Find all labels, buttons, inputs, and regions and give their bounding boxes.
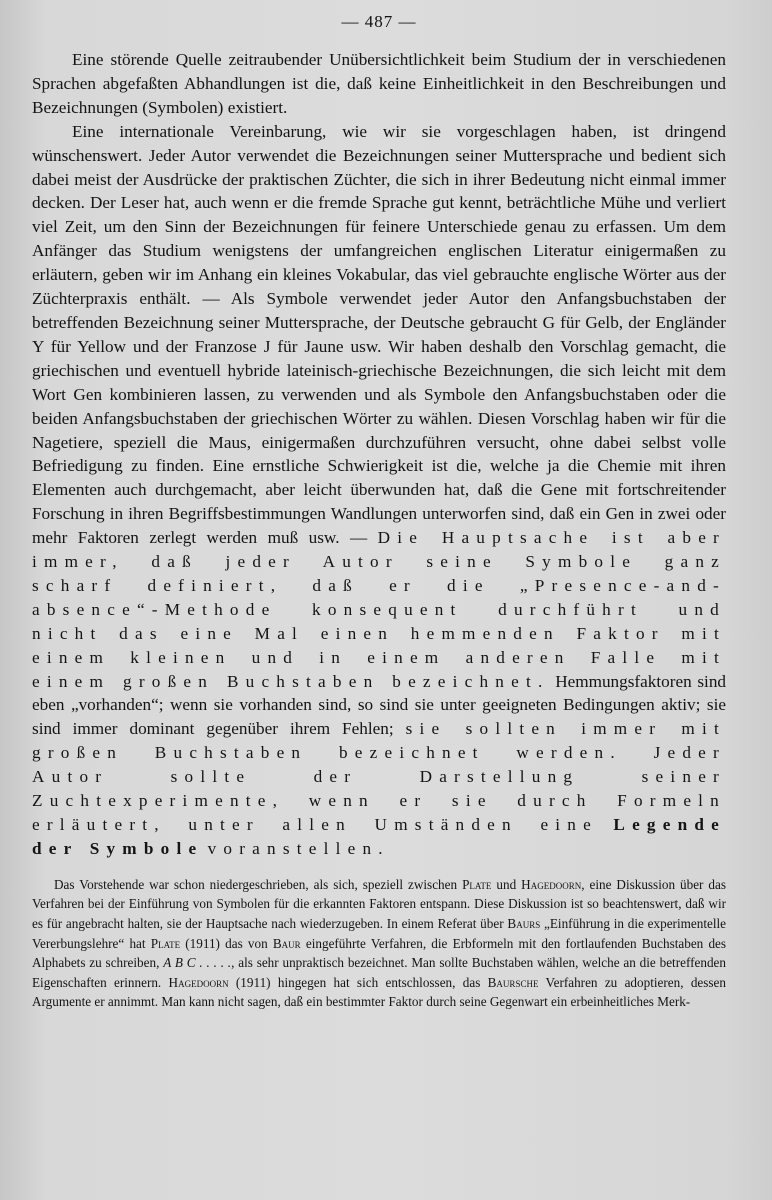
author-hagedoorn-2: Hagedoorn [168,974,229,990]
author-plate: Plate [462,876,492,892]
emphasis-spaced-1: Die Hauptsache ist aber immer, daß jeder Autor seine Symbole ganz scharf definiert, daß er die „Presence-and-absence“-Methode konsequent durchführt und nicht das eine Mal einen hemmenden Faktor mit einem kleinen und in einem anderen Falle mit einem großen Buchstaben bezeichnet. [32,528,726,691]
footnote-text-5: (1911) das von [185,935,268,951]
emphasis-bold-legend: Legende der Symbole [32,815,727,858]
author-plate-2: Plate [150,935,181,951]
footnote-text-8: (1911) hingegen hat sich entschlossen, das [235,974,481,990]
emphasis-spaced-2: sie sollten immer mit großen Buchstaben bezeichnet werden. Jeder Autor sollte der Darstellung seiner Zuchtexperimente, wenn er sie durch Formeln erläutert, unter allen Umständen eine [32,719,727,834]
paragraph-2 [32,120,726,861]
footnote-text-1: Das Vorstehende war schon niedergeschrieben, als sich, speziell zwischen [54,876,458,892]
paragraph-2-text: Eine internationale Vereinbarung, wie wir sie vorgeschlagen haben, ist dringend wünschenswert. Jeder Autor verwendet die Bezeichnungen seiner Muttersprache und bedient sich dabei meist der Ausdrücke der praktischen Züchter, die sich in ihrer Bedeutung nicht einmal immer decken. Der Leser hat, auch wenn er die fremde Sprache gut kennt, beträchtliche Mühe und verliert viel Zeit, um den Sinn der Bezeichnungen für feinere Unterschiede genau zu erfassen. Um dem Anfänger das Studium wenigstens der umfangreichen englischen Literatur einigermaßen zu erläutern, geben wir im Anhang ein kleines Vokabular, das viel gebrauchte englische Wörter aus der Züchterpraxis enthält. — Als Symbole verwendet jeder Autor den Anfangsbuchstaben der betreffenden Bezeichnung seiner Muttersprache, der Deutsche gebraucht G für Gelb, der Engländer Y für Yellow und der Franzose J für Jaune usw. Wir haben deshalb den Vorschlag gemacht, die griechischen und eventuell hybride lateinisch-griechische Bezeichnungen, die sich leicht mit dem Wort Gen kombinieren lassen, zu verwenden und als Symbole den Anfangsbuchstaben oder die beiden Anfangsbuchstaben der griechischen Wörter zu wählen. Diesen Vorschlag haben wir für die Nagetiere, speziell die Maus, einigermaßen durchzuführen versucht, ohne dabei selbst volle Befriedigung zu finden. Eine ernstliche Schwierigkeit ist die, welche ja die Chemie mit ihren Elementen auch durchgemacht, aber leicht überwunden hat, daß die Gene mit fortschreitender Forschung in ihren Begriffsbestimmungen Wandlungen unterworfen sind, daß ein Gen in zwei oder mehr Faktoren zerlegt werden muß usw. — [32,121,726,548]
author-baursche: Baursche [487,974,539,990]
footnote [32,875,726,1012]
footnote-text-6: eingeführte Verfahren, die Erbformeln mit den fortlaufenden Buchstaben des Alphabets zu schreiben, [32,935,727,971]
paragraph-2-text-b: Hemmungsfaktoren sind eben „vorhanden“; wenn sie vorhanden sind, so sind sie unter geeigneten Bedingungen aktiv; sie sind immer dominant gegenüber ihrem Fehlen; [32,671,727,739]
paragraph-1: Eine störende Quelle zeitraubender Unübersichtlichkeit beim Studium der in verschiedenen Sprachen abgefaßten Abhandlungen ist die, daß keine Einheitlichkeit in den Beschreibungen und Bezeichnungen (Symbolen) existiert. [32,50,726,117]
alphabet-symbols: A B C . . . . . [163,955,232,971]
main-text [32,48,726,861]
footnote-text-9: Verfahren zu adoptieren, dessen Argumente er annimmt. Man kann nicht sagen, daß ein bestimmter Faktor durch seine Gegenwart ein erbeinheitliches Merk- [32,974,726,1010]
footnote-text-7: , als sehr unpraktisch bezeichnet. Man sollte Buchstaben wählen, welche an die betreffenden Eigenschaften erinnern. [32,955,726,990]
page-number: — 487 — [341,12,417,31]
author-baur: Baur [272,935,301,951]
emphasis-spaced-3: voranstellen. [207,838,390,858]
author-hagedoorn: Hagedoorn [521,876,582,892]
author-baurs: Baurs [507,916,541,931]
footnote-text-3: , eine Diskussion über das Verfahren bei der Einführung von Symbolen für die erkannten Faktoren entspann. Diese Diskussion ist so beachtenswert, daß wir es für angebracht halten, sie der Hauptsache nach wiederzugeben. In einem Referat über [32,876,727,931]
footnote-text-4: „Einführung in die experimentelle Vererbungslehre“ hat [32,916,727,951]
footnote-text-2: und [496,876,517,892]
